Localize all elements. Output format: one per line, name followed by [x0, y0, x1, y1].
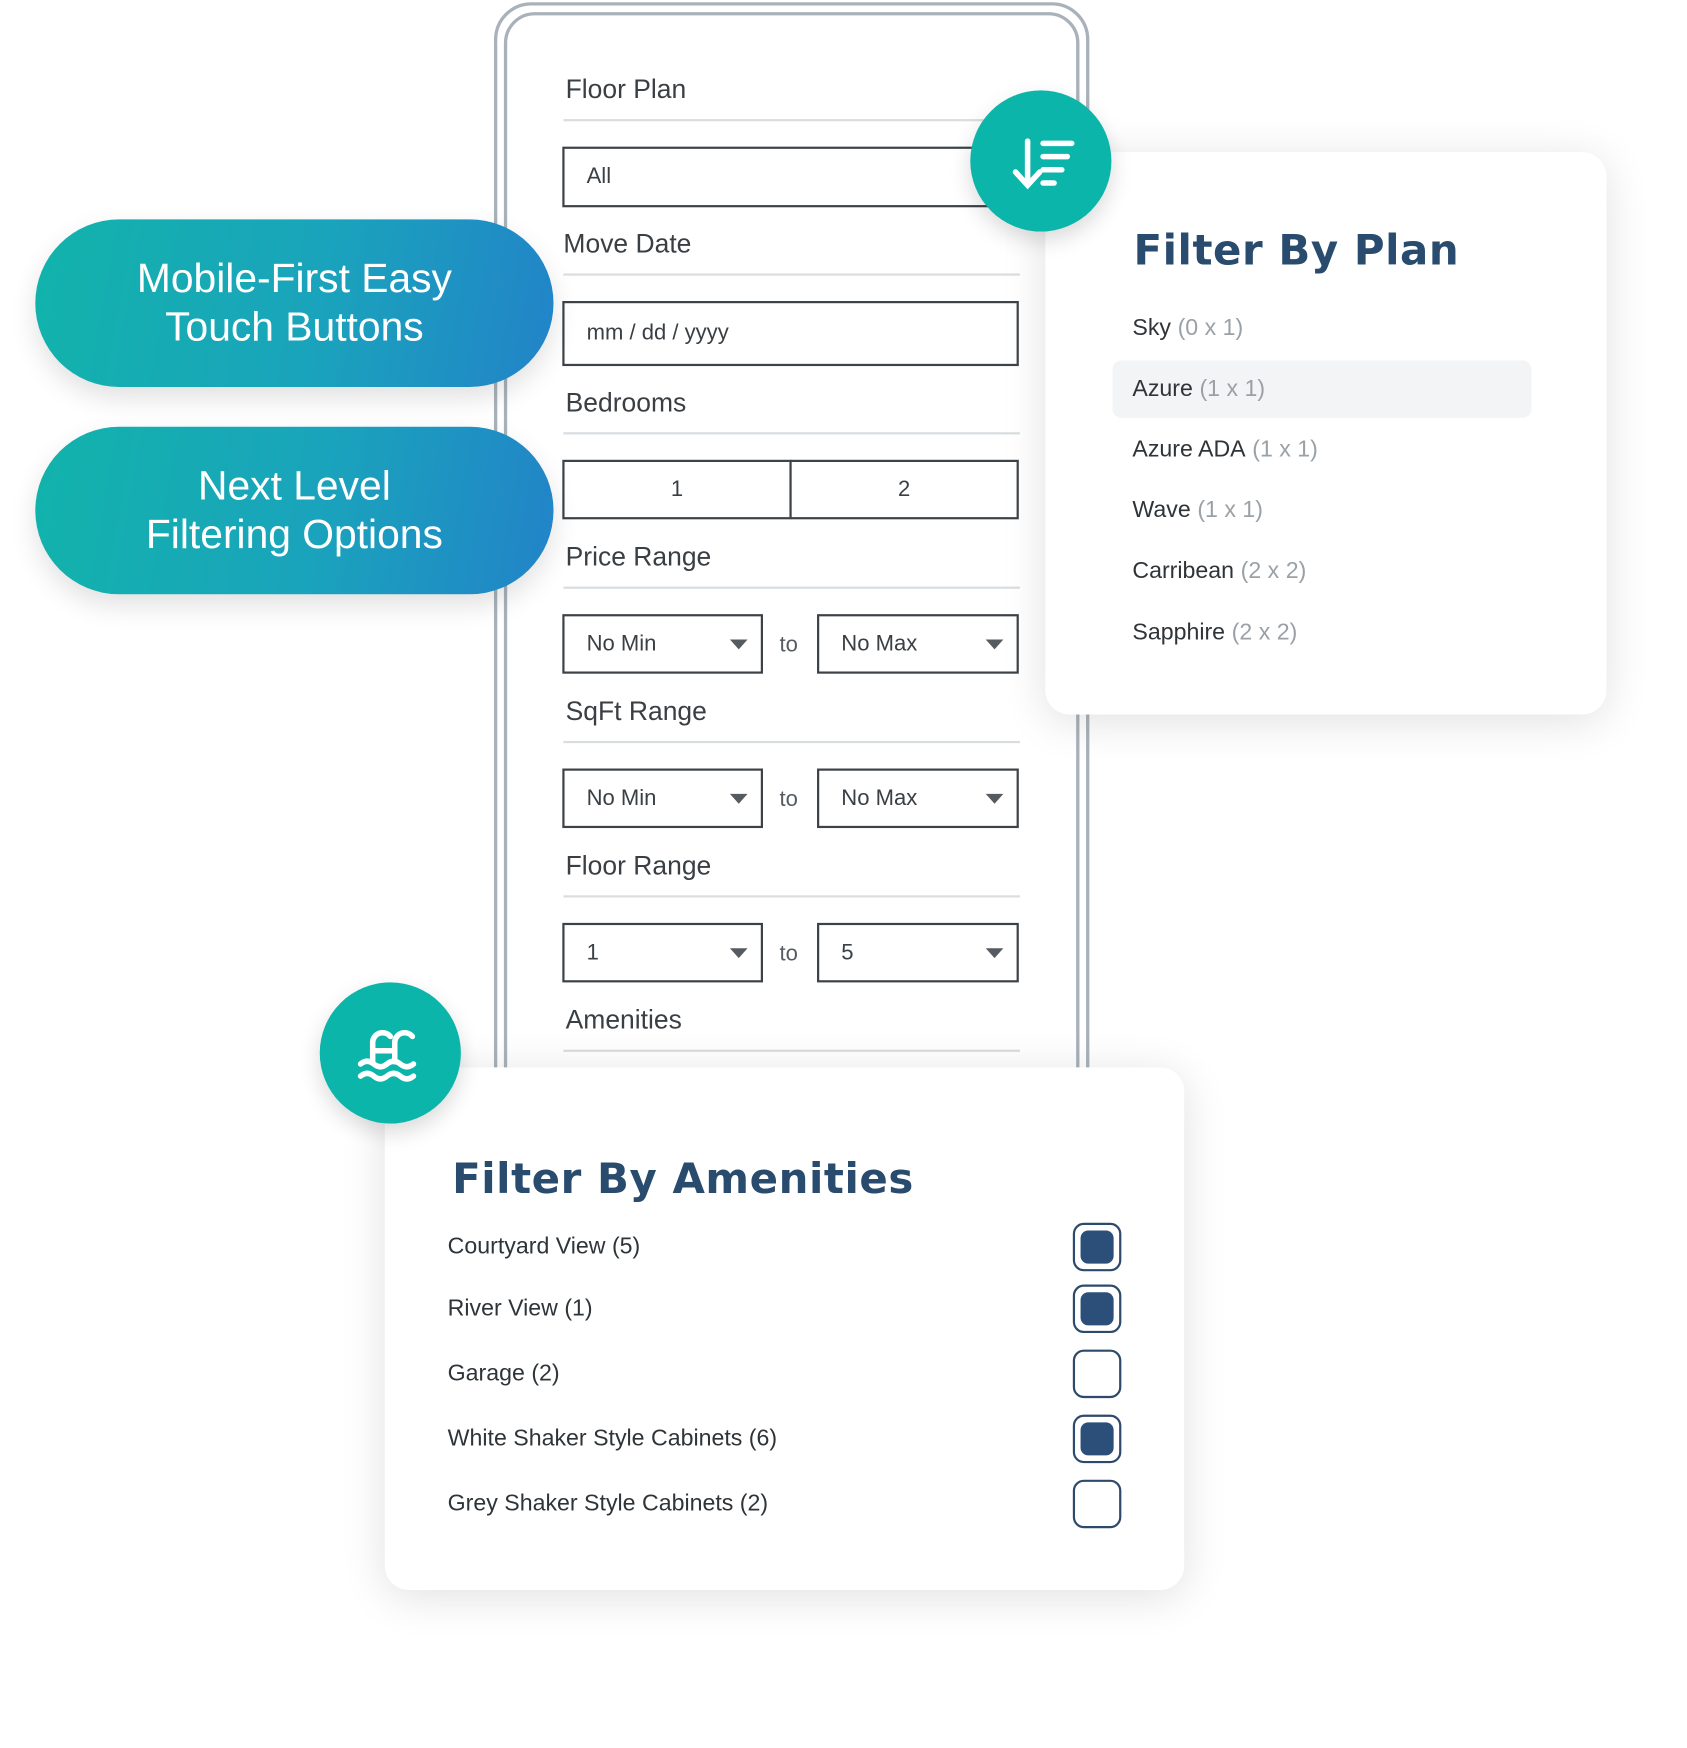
sort-descending-glyph [970, 90, 1111, 231]
floor-max-select[interactable] [817, 923, 1019, 983]
badge-line: Touch Buttons [165, 304, 424, 350]
range-separator: to [779, 787, 798, 812]
divider [563, 273, 1019, 275]
amenity-label: Grey Shaker Style Cabinets (2) [447, 1490, 769, 1517]
plan-size: (2 x 2) [1231, 619, 1298, 646]
move-date-label: Move Date [563, 229, 692, 260]
plan-option[interactable] [1113, 482, 1532, 539]
plan-size: (2 x 2) [1240, 557, 1307, 584]
pool-glyph [320, 982, 461, 1123]
chevron-down-icon [986, 948, 1004, 958]
plan-name: Carribean [1132, 557, 1235, 584]
bedrooms-label: Bedrooms [565, 388, 687, 418]
amenity-checkbox[interactable] [1073, 1480, 1122, 1529]
amenity-label: Courtyard View (5) [447, 1233, 641, 1260]
price-min-select[interactable] [562, 614, 763, 674]
bedroom-option-label: 1 [670, 476, 684, 502]
plan-option[interactable] [1113, 300, 1532, 357]
bedroom-option-2[interactable] [789, 460, 1018, 520]
plan-name: Azure [1132, 375, 1193, 402]
amenity-label: White Shaker Style Cabinets (6) [447, 1425, 778, 1452]
price-min-value: No Min [586, 631, 657, 656]
filter-by-amenities-title: Filter By Amenities [452, 1154, 914, 1203]
chevron-down-icon [730, 640, 748, 650]
floor-plan-label: Floor Plan [565, 74, 687, 105]
sort-descending-icon[interactable] [970, 90, 1111, 231]
price-range-label: Price Range [565, 542, 712, 573]
floor-min-value: 1 [586, 939, 599, 965]
floor-min-select[interactable] [562, 923, 763, 983]
price-max-value: No Max [841, 631, 918, 656]
chevron-down-icon [986, 794, 1004, 804]
bedroom-option-1[interactable] [562, 460, 791, 520]
divider [563, 587, 1019, 589]
badge-line: Next Level [198, 463, 391, 509]
move-date-placeholder: mm / dd / yyyy [586, 320, 729, 346]
badge-line: Filtering Options [145, 511, 443, 557]
bedroom-option-label: 2 [897, 476, 911, 502]
chevron-down-icon [986, 640, 1004, 650]
amenity-checkbox[interactable] [1073, 1223, 1122, 1272]
floor-range-label: Floor Range [565, 851, 712, 881]
touch-buttons-badge [35, 219, 553, 387]
plan-option[interactable] [1113, 361, 1532, 418]
divider [563, 432, 1019, 434]
plan-size: (1 x 1) [1199, 375, 1266, 402]
floor-plan-value: All [586, 164, 612, 189]
plan-option[interactable] [1113, 604, 1532, 661]
plan-option[interactable] [1113, 542, 1532, 599]
divider [563, 741, 1019, 743]
sqft-max-value: No Max [841, 785, 918, 810]
move-date-input[interactable] [562, 301, 1018, 366]
floor-plan-select[interactable] [562, 147, 994, 208]
plan-size: (1 x 1) [1252, 436, 1318, 462]
chevron-down-icon [730, 948, 748, 958]
sqft-min-value: No Min [586, 785, 657, 810]
filtering-options-badge [35, 427, 553, 595]
divider [563, 119, 1019, 121]
chevron-down-icon [730, 794, 748, 804]
plan-name: Sky [1132, 315, 1171, 341]
divider [563, 895, 1019, 897]
amenity-checkbox[interactable] [1073, 1350, 1122, 1399]
badge-line: Mobile-First Easy [136, 255, 452, 302]
amenity-checkbox[interactable] [1073, 1285, 1122, 1334]
pool-icon [320, 982, 461, 1123]
sqft-max-select[interactable] [817, 769, 1019, 829]
sqft-min-select[interactable] [562, 769, 763, 829]
amenity-label: Garage (2) [447, 1360, 560, 1386]
amenity-label: River View (1) [447, 1295, 593, 1321]
sqft-range-label: SqFt Range [565, 696, 707, 727]
range-separator: to [779, 941, 798, 966]
checkbox-checked-indicator [1081, 1292, 1114, 1325]
amenity-checkbox[interactable] [1073, 1415, 1122, 1464]
amenities-label: Amenities [565, 1005, 682, 1036]
plan-name: Azure ADA [1132, 436, 1246, 462]
range-separator: to [779, 632, 798, 658]
plan-name: Wave [1132, 497, 1191, 523]
floor-max-value: 5 [841, 939, 854, 965]
checkbox-checked-indicator [1081, 1231, 1114, 1264]
plan-name: Sapphire [1132, 619, 1226, 646]
plan-size: (1 x 1) [1197, 497, 1263, 523]
plan-option[interactable] [1113, 421, 1532, 478]
filter-by-plan-title: Filter By Plan [1133, 226, 1460, 275]
price-max-select[interactable] [817, 614, 1019, 674]
divider [563, 1050, 1019, 1052]
plan-size: (0 x 1) [1177, 315, 1244, 341]
checkbox-checked-indicator [1081, 1422, 1114, 1455]
